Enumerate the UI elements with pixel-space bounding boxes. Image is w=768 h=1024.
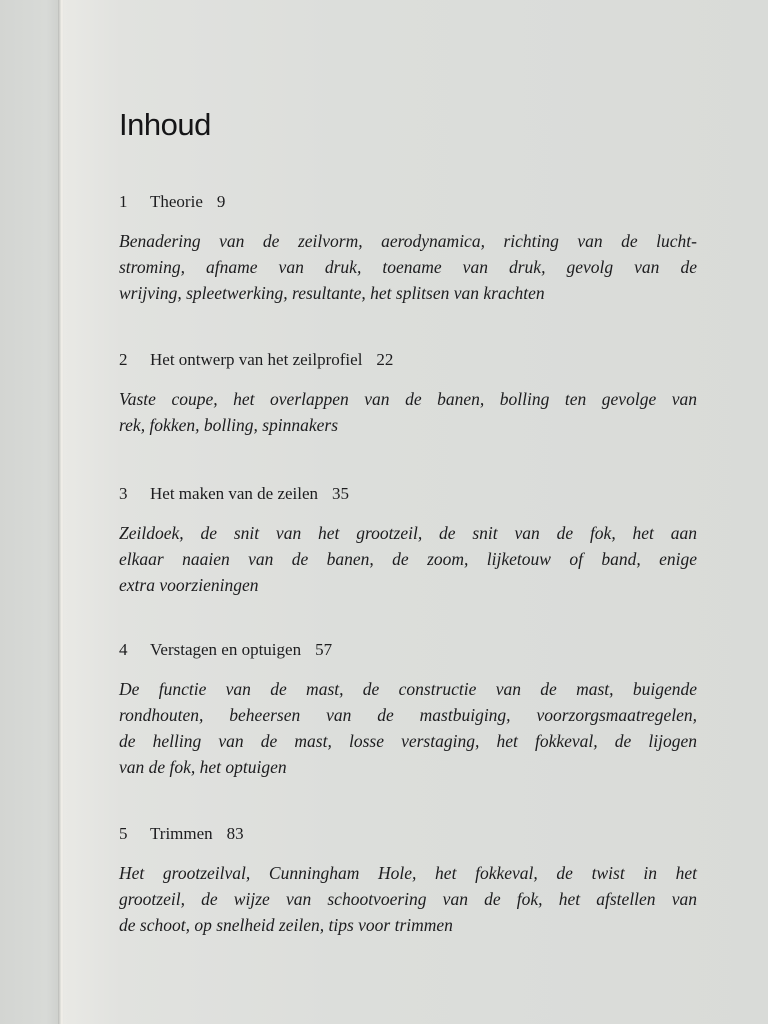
page-number: 57 [315,640,333,659]
chapter-title: Trimmen [150,824,213,843]
chapter-title: Verstagen en optuigen [150,640,302,659]
chapter-number: 3 [119,484,128,503]
chapter-description [119,860,697,938]
description-line: Benadering van de zeilvorm, aerodynamica, richting van de lucht- [119,231,697,251]
toc-entry-2 [119,350,697,438]
description-line: de schoot, op snelheid zeilen, tips voor trimmen [119,915,453,935]
page-number: 9 [216,192,226,211]
page-title: Inhoud [119,107,211,142]
chapter-description [119,228,697,306]
left-page-edge [0,0,58,1024]
description-line: stroming, afname van druk, toename van druk, gevolg van de [119,257,697,277]
toc-heading [119,640,697,660]
page-number: 22 [376,350,394,369]
toc-entry-4 [119,640,697,780]
chapter-title: Theorie [150,192,203,211]
chapter-number: 5 [119,824,128,843]
toc-heading [119,192,697,212]
description-line: Zeildoek, de snit van het grootzeil, de snit van de fok, het aan [119,523,697,543]
description-line: grootzeil, de wijze van schootvoering van de fok, het afstellen van [119,889,697,909]
chapter-description [119,386,697,438]
toc-heading [119,484,697,504]
toc-entry-5 [119,824,697,938]
toc-heading [119,350,697,370]
description-line: rek, fokken, bolling, spinnakers [119,415,339,435]
chapter-description [119,520,697,598]
description-line: Het grootzeilval, Cunningham Hole, het fokkeval, de twist in het [119,863,697,883]
description-line: wrijving, spleetwerking, resultante, het splitsen van krachten [119,283,545,303]
description-line: rondhouten, beheersen van de mastbuiging, voorzorgsmaatregelen, [119,705,697,725]
toc-entry-3 [119,484,697,598]
chapter-description [119,676,697,780]
description-line: De functie van de mast, de constructie van de mast, buigende [119,679,697,699]
page-number: 35 [332,484,350,503]
chapter-title: Het maken van de zeilen [150,484,319,503]
description-line: de helling van de mast, losse verstaging, het fokkeval, de lijogen [119,731,697,751]
description-line: elkaar naaien van de banen, de zoom, lijketouw of band, enige [119,549,697,569]
chapter-number: 2 [119,350,128,369]
toc-entry-1 [119,192,697,306]
description-line: van de fok, het optuigen [119,757,287,777]
chapter-title: Het ontwerp van het zeilprofiel [150,350,363,369]
description-line: extra voorzieningen [119,575,259,595]
toc-heading [119,824,697,844]
page-number: 83 [226,824,244,843]
chapter-number: 1 [119,192,128,211]
chapter-number: 4 [119,640,128,659]
description-line: Vaste coupe, het overlappen van de banen, bolling ten gevolge van [119,389,697,409]
